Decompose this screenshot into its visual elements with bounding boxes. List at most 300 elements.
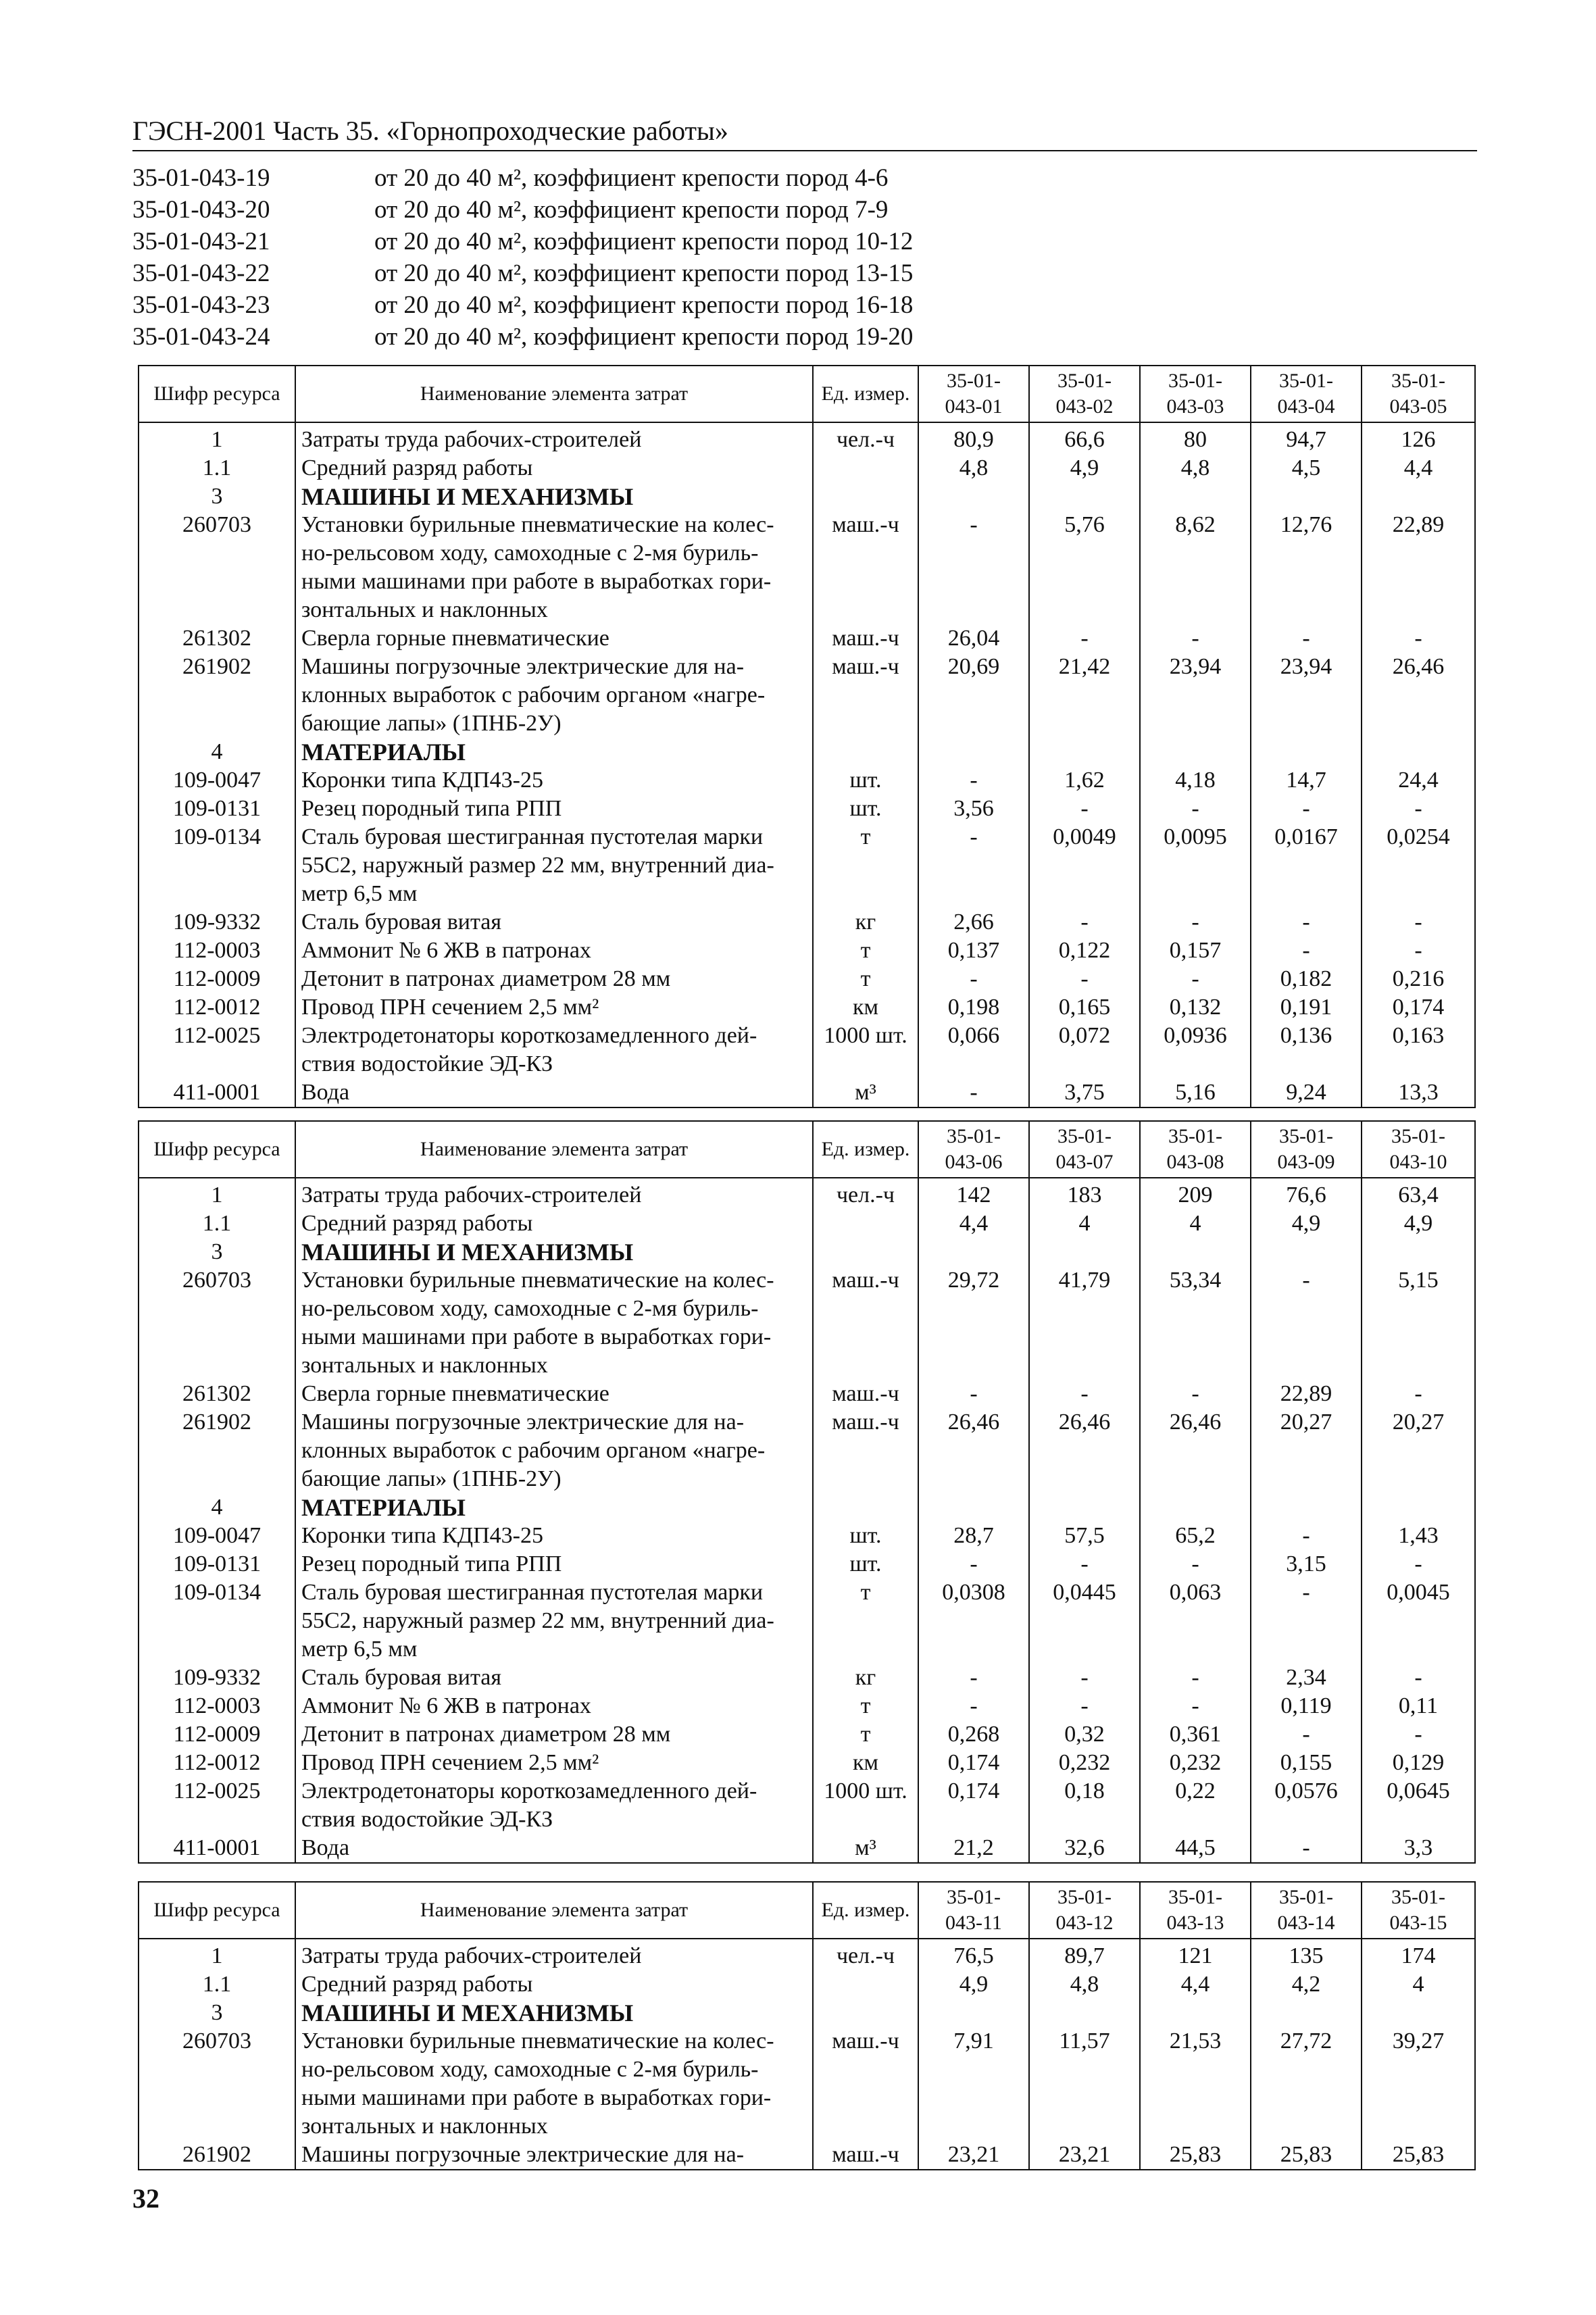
norm-value: - — [1140, 1664, 1251, 1692]
unit — [813, 738, 918, 766]
norm-code: 35-01-043-20 — [132, 196, 270, 224]
norm-value: 0,122 — [1029, 937, 1140, 965]
cost-element-name: Сверла горные пневматические — [295, 624, 813, 653]
resource-code: 261902 — [139, 653, 295, 738]
header-unit: Ед. измер. — [813, 1882, 918, 1939]
header-resource-code: Шифр ресурса — [139, 1121, 295, 1178]
norm-value: 0,129 — [1362, 1749, 1475, 1777]
unit: 1000 шт. — [813, 1777, 918, 1834]
norm-value: 183 — [1029, 1178, 1140, 1210]
norm-value — [1140, 1238, 1251, 1266]
resource-code: 112-0012 — [139, 993, 295, 1022]
resource-code: 109-0134 — [139, 1578, 295, 1664]
table-row — [139, 1692, 1475, 1720]
norm-value: 39,27 — [1362, 2027, 1475, 2141]
unit — [813, 1210, 918, 1238]
norm-value: 13,3 — [1362, 1078, 1475, 1107]
norm-value: 26,46 — [1362, 653, 1475, 738]
table-row — [139, 1238, 1475, 1266]
norm-value: 4,9 — [918, 1970, 1029, 1999]
norm-value — [1140, 738, 1251, 766]
header-norm-column: 35-01- 043-10 — [1362, 1121, 1475, 1178]
code-row — [132, 194, 913, 226]
norm-value: 24,4 — [1362, 766, 1475, 795]
unit: чел.-ч — [813, 1939, 918, 1970]
table-row — [139, 624, 1475, 653]
resource-code: 4 — [139, 738, 295, 766]
cost-element-name: Сталь буровая витая — [295, 908, 813, 937]
code-row — [132, 226, 913, 257]
table-row — [139, 738, 1475, 766]
resource-code: 109-0131 — [139, 1550, 295, 1578]
norm-value: 4,8 — [1029, 1970, 1140, 1999]
norm-code: 35-01-043-22 — [132, 259, 270, 287]
norm-value: 9,24 — [1251, 1078, 1362, 1107]
table-row — [139, 1380, 1475, 1408]
norm-value: 0,137 — [918, 937, 1029, 965]
cost-element-name: Резец породный типа РПП — [295, 1550, 813, 1578]
norm-value: 8,62 — [1140, 511, 1251, 624]
norm-value: 7,91 — [918, 2027, 1029, 2141]
table-row — [139, 1550, 1475, 1578]
norm-value — [918, 738, 1029, 766]
cost-element-name: Коронки типа КДП43-25 — [295, 1522, 813, 1550]
table-row — [139, 823, 1475, 908]
norm-value: 20,27 — [1251, 1408, 1362, 1493]
table-row — [139, 937, 1475, 965]
norm-value: 3,15 — [1251, 1550, 1362, 1578]
norm-value: 4,18 — [1140, 766, 1251, 795]
norm-value: 4,4 — [1140, 1970, 1251, 1999]
table-row — [139, 482, 1475, 511]
norm-value: 66,6 — [1029, 422, 1140, 454]
header-norm-column: 35-01- 043-06 — [918, 1121, 1029, 1178]
norm-value: 0,163 — [1362, 1022, 1475, 1078]
norm-value: - — [1140, 965, 1251, 993]
norm-value: 0,165 — [1029, 993, 1140, 1022]
norm-value: 0,232 — [1029, 1749, 1140, 1777]
norm-value — [1362, 738, 1475, 766]
norm-value: 23,21 — [918, 2141, 1029, 2170]
code-row — [132, 289, 913, 321]
norm-value: - — [1140, 1380, 1251, 1408]
cost-element-name: Затраты труда рабочих-строителей — [295, 1939, 813, 1970]
norm-value — [918, 1493, 1029, 1522]
norm-value: 41,79 — [1029, 1266, 1140, 1380]
norm-value: - — [1029, 908, 1140, 937]
norm-value: 89,7 — [1029, 1939, 1140, 1970]
cost-element-name: Провод ПРН сечением 2,5 мм² — [295, 993, 813, 1022]
norm-value: 63,4 — [1362, 1178, 1475, 1210]
resource-code: 261302 — [139, 1380, 295, 1408]
resource-code: 109-9332 — [139, 908, 295, 937]
resource-code: 411-0001 — [139, 1078, 295, 1107]
norm-value: 28,7 — [918, 1522, 1029, 1550]
norm-value — [1251, 482, 1362, 511]
norm-value: - — [918, 1692, 1029, 1720]
unit: т — [813, 1692, 918, 1720]
table-row — [139, 1078, 1475, 1107]
norm-value: - — [1362, 908, 1475, 937]
cost-element-name: Машины погрузочные электрические для на- клонных выработок с рабочим органом «нагре- бающие лапы» (1ПНБ-2У) — [295, 1408, 813, 1493]
unit: маш.-ч — [813, 1380, 918, 1408]
norm-value: - — [1362, 937, 1475, 965]
header-norm-column: 35-01- 043-05 — [1362, 366, 1475, 422]
code-list — [132, 162, 913, 353]
norm-value: 25,83 — [1251, 2141, 1362, 2170]
resource-table-3 — [138, 1881, 1476, 2170]
unit: т — [813, 823, 918, 908]
norm-value: 174 — [1362, 1939, 1475, 1970]
header-unit: Ед. измер. — [813, 366, 918, 422]
norm-value: 0,216 — [1362, 965, 1475, 993]
resource-code: 261902 — [139, 1408, 295, 1493]
table-row — [139, 1022, 1475, 1078]
norm-value: - — [918, 823, 1029, 908]
norm-value: 0,0167 — [1251, 823, 1362, 908]
norm-code: 35-01-043-19 — [132, 164, 270, 192]
norm-value: 0,22 — [1140, 1777, 1251, 1834]
norm-value: 0,11 — [1362, 1692, 1475, 1720]
norm-value: 0,155 — [1251, 1749, 1362, 1777]
norm-value: - — [1029, 624, 1140, 653]
unit: маш.-ч — [813, 511, 918, 624]
norm-value: - — [1029, 1692, 1140, 1720]
cost-element-name: Затраты труда рабочих-строителей — [295, 1178, 813, 1210]
norm-value: 20,69 — [918, 653, 1029, 738]
norm-value: 94,7 — [1251, 422, 1362, 454]
norm-value: 0,198 — [918, 993, 1029, 1022]
table-row — [139, 1493, 1475, 1522]
norm-value: 0,0254 — [1362, 823, 1475, 908]
norm-value: - — [918, 766, 1029, 795]
unit: км — [813, 1749, 918, 1777]
cost-element-name: Сталь буровая шестигранная пустотелая марки 55С2, наружный размер 22 мм, внутренний диа- метр 6,5 мм — [295, 1578, 813, 1664]
norm-value: 5,16 — [1140, 1078, 1251, 1107]
table-row — [139, 1578, 1475, 1664]
norm-value: - — [1362, 795, 1475, 823]
cost-element-name: Провод ПРН сечением 2,5 мм² — [295, 1749, 813, 1777]
cost-element-name: Сверла горные пневматические — [295, 1380, 813, 1408]
resource-table-1 — [138, 365, 1476, 1108]
header-cost-element: Наименование элемента затрат — [295, 1882, 813, 1939]
norm-value — [1362, 1238, 1475, 1266]
norm-value: 21,2 — [918, 1834, 1029, 1863]
norm-value: - — [1140, 795, 1251, 823]
norm-value: 4 — [1029, 1210, 1140, 1238]
resource-code: 109-0134 — [139, 823, 295, 908]
header-norm-column: 35-01- 043-07 — [1029, 1121, 1140, 1178]
norm-value: - — [918, 1550, 1029, 1578]
unit — [813, 1238, 918, 1266]
resource-code: 3 — [139, 1999, 295, 2027]
resource-code: 4 — [139, 1493, 295, 1522]
norm-value: 0,18 — [1029, 1777, 1140, 1834]
norm-value: 4,8 — [1140, 454, 1251, 482]
header-norm-column: 35-01- 043-11 — [918, 1882, 1029, 1939]
norm-value: 0,0095 — [1140, 823, 1251, 908]
norm-code: 35-01-043-24 — [132, 323, 270, 351]
unit: км — [813, 993, 918, 1022]
resource-code: 112-0012 — [139, 1749, 295, 1777]
norm-value — [1251, 1238, 1362, 1266]
resource-code: 260703 — [139, 511, 295, 624]
cost-element-name: Детонит в патронах диаметром 28 мм — [295, 1720, 813, 1749]
resource-code: 109-9332 — [139, 1664, 295, 1692]
norm-value: - — [1251, 908, 1362, 937]
code-row — [132, 162, 913, 194]
norm-value: - — [1140, 1692, 1251, 1720]
header-norm-column: 35-01- 043-12 — [1029, 1882, 1140, 1939]
code-row — [132, 321, 913, 353]
norm-value: 0,157 — [1140, 937, 1251, 965]
page-number: 32 — [132, 2183, 159, 2214]
norm-value: - — [1251, 937, 1362, 965]
norm-value: 0,132 — [1140, 993, 1251, 1022]
norm-value: 25,83 — [1140, 2141, 1251, 2170]
norm-value — [1251, 1493, 1362, 1522]
norm-value: 11,57 — [1029, 2027, 1140, 2141]
table-row — [139, 1749, 1475, 1777]
resource-code: 1 — [139, 422, 295, 454]
table-row — [139, 1999, 1475, 2027]
norm-value: 0,0308 — [918, 1578, 1029, 1664]
norm-value: 4,5 — [1251, 454, 1362, 482]
cost-element-name: Средний разряд работы — [295, 454, 813, 482]
norm-value: 0,361 — [1140, 1720, 1251, 1749]
norm-value: 0,232 — [1140, 1749, 1251, 1777]
table-row — [139, 1210, 1475, 1238]
norm-value: - — [1029, 1550, 1140, 1578]
unit: т — [813, 965, 918, 993]
cost-element-name: Коронки типа КДП43-25 — [295, 766, 813, 795]
cost-element-name: МАШИНЫ И МЕХАНИЗМЫ — [295, 1999, 813, 2027]
norm-value — [1029, 738, 1140, 766]
resource-table-2 — [138, 1120, 1476, 1864]
norm-value: 0,268 — [918, 1720, 1029, 1749]
norm-value — [1029, 482, 1140, 511]
resource-code: 112-0025 — [139, 1022, 295, 1078]
norm-value: - — [1029, 795, 1140, 823]
norm-value — [1140, 1999, 1251, 2027]
cost-element-name: Аммонит № 6 ЖВ в патронах — [295, 1692, 813, 1720]
norm-value — [918, 1999, 1029, 2027]
table-row — [139, 1970, 1475, 1999]
cost-element-name: Электродетонаторы короткозамедленного дей- ствия водостойкие ЭД-КЗ — [295, 1777, 813, 1834]
table-row — [139, 1664, 1475, 1692]
resource-code: 109-0047 — [139, 766, 295, 795]
norm-value: 4,9 — [1029, 454, 1140, 482]
norm-value: 57,5 — [1029, 1522, 1140, 1550]
table-row — [139, 653, 1475, 738]
norm-value: 2,34 — [1251, 1664, 1362, 1692]
norm-value: 0,0936 — [1140, 1022, 1251, 1078]
norm-value: 0,0049 — [1029, 823, 1140, 908]
norm-description: от 20 до 40 м², коэффициент крепости пород 4-6 — [374, 164, 889, 192]
norm-value: - — [918, 1078, 1029, 1107]
norm-value: 0,191 — [1251, 993, 1362, 1022]
norm-value: 1,62 — [1029, 766, 1140, 795]
norm-value: 27,72 — [1251, 2027, 1362, 2141]
cost-element-name: Вода — [295, 1834, 813, 1863]
header-resource-code: Шифр ресурса — [139, 1882, 295, 1939]
cost-element-name: МАШИНЫ И МЕХАНИЗМЫ — [295, 1238, 813, 1266]
norm-description: от 20 до 40 м², коэффициент крепости пород 13-15 — [374, 259, 914, 287]
resource-code: 261902 — [139, 2141, 295, 2170]
norm-value: 0,0045 — [1362, 1578, 1475, 1664]
norm-description: от 20 до 40 м², коэффициент крепости пород 16-18 — [374, 291, 914, 319]
norm-value: 76,6 — [1251, 1178, 1362, 1210]
unit — [813, 1999, 918, 2027]
norm-value: 80 — [1140, 422, 1251, 454]
cost-element-name: Резец породный типа РПП — [295, 795, 813, 823]
norm-value — [1140, 1493, 1251, 1522]
norm-value: 4,4 — [918, 1210, 1029, 1238]
norm-value: 4,8 — [918, 454, 1029, 482]
table-row — [139, 1777, 1475, 1834]
unit: м³ — [813, 1834, 918, 1863]
cost-element-name: МАШИНЫ И МЕХАНИЗМЫ — [295, 482, 813, 511]
unit: маш.-ч — [813, 1266, 918, 1380]
header-norm-column: 35-01- 043-04 — [1251, 366, 1362, 422]
norm-value: - — [1362, 1664, 1475, 1692]
header-norm-column: 35-01- 043-13 — [1140, 1882, 1251, 1939]
cost-element-name: Вода — [295, 1078, 813, 1107]
cost-element-name: Сталь буровая шестигранная пустотелая марки 55С2, наружный размер 22 мм, внутренний диа- метр 6,5 мм — [295, 823, 813, 908]
norm-value: - — [1362, 1380, 1475, 1408]
unit: т — [813, 1720, 918, 1749]
resource-code: 260703 — [139, 1266, 295, 1380]
header-norm-column: 35-01- 043-03 — [1140, 366, 1251, 422]
header-norm-column: 35-01- 043-15 — [1362, 1882, 1475, 1939]
norm-value: 80,9 — [918, 422, 1029, 454]
norm-value: 26,46 — [918, 1408, 1029, 1493]
norm-value: 53,34 — [1140, 1266, 1251, 1380]
table-row — [139, 2141, 1475, 2170]
unit: кг — [813, 1664, 918, 1692]
unit: шт. — [813, 1522, 918, 1550]
unit — [813, 454, 918, 482]
resource-code: 1 — [139, 1178, 295, 1210]
norm-value: 14,7 — [1251, 766, 1362, 795]
norm-value: 0,174 — [918, 1749, 1029, 1777]
norm-value: 65,2 — [1140, 1522, 1251, 1550]
norm-value: 0,063 — [1140, 1578, 1251, 1664]
norm-value: 23,21 — [1029, 2141, 1140, 2170]
norm-value: - — [1251, 1578, 1362, 1664]
norm-value: - — [1362, 1550, 1475, 1578]
norm-code: 35-01-043-21 — [132, 228, 270, 255]
norm-value: 22,89 — [1362, 511, 1475, 624]
norm-value: 3,3 — [1362, 1834, 1475, 1863]
norm-value: - — [1251, 1266, 1362, 1380]
resource-code: 109-0047 — [139, 1522, 295, 1550]
unit: 1000 шт. — [813, 1022, 918, 1078]
norm-value — [1140, 482, 1251, 511]
header-unit: Ед. измер. — [813, 1121, 918, 1178]
unit: шт. — [813, 1550, 918, 1578]
norm-value — [1362, 1999, 1475, 2027]
code-row — [132, 257, 913, 289]
cost-element-name: Установки бурильные пневматические на колес- но-рельсовом ходу, самоходные с 2-мя буриль- ными машинами при работе в выработках гори- зонтальных и наклонных — [295, 1266, 813, 1380]
norm-value: 0,136 — [1251, 1022, 1362, 1078]
norm-value: 23,94 — [1140, 653, 1251, 738]
unit: шт. — [813, 795, 918, 823]
table-row — [139, 993, 1475, 1022]
norm-value — [1251, 738, 1362, 766]
norm-value: 44,5 — [1140, 1834, 1251, 1863]
norm-value — [918, 1238, 1029, 1266]
norm-value: 135 — [1251, 1939, 1362, 1970]
resource-code: 3 — [139, 482, 295, 511]
resource-code: 112-0025 — [139, 1777, 295, 1834]
resource-code: 1.1 — [139, 454, 295, 482]
norm-value: 26,04 — [918, 624, 1029, 653]
norm-value: 0,0576 — [1251, 1777, 1362, 1834]
unit: шт. — [813, 766, 918, 795]
norm-value: 4 — [1140, 1210, 1251, 1238]
norm-value: 0,182 — [1251, 965, 1362, 993]
norm-value: - — [918, 1664, 1029, 1692]
unit — [813, 1970, 918, 1999]
unit: чел.-ч — [813, 422, 918, 454]
unit: маш.-ч — [813, 653, 918, 738]
resource-code: 109-0131 — [139, 795, 295, 823]
norm-value: - — [1029, 965, 1140, 993]
header-norm-column: 35-01- 043-09 — [1251, 1121, 1362, 1178]
norm-value: - — [1251, 1720, 1362, 1749]
norm-value: 0,0445 — [1029, 1578, 1140, 1664]
norm-value: - — [1029, 1664, 1140, 1692]
resource-code: 112-0003 — [139, 937, 295, 965]
norm-value: 21,53 — [1140, 2027, 1251, 2141]
norm-value — [1029, 1999, 1140, 2027]
norm-value: 209 — [1140, 1178, 1251, 1210]
norm-value — [1362, 482, 1475, 511]
cost-element-name: Средний разряд работы — [295, 1210, 813, 1238]
header-resource-code: Шифр ресурса — [139, 366, 295, 422]
norm-value: 0,119 — [1251, 1692, 1362, 1720]
unit: т — [813, 937, 918, 965]
unit: т — [813, 1578, 918, 1664]
norm-value: 32,6 — [1029, 1834, 1140, 1863]
table-row — [139, 511, 1475, 624]
table-row — [139, 1178, 1475, 1210]
norm-value: - — [1251, 795, 1362, 823]
norm-value: 12,76 — [1251, 511, 1362, 624]
norm-description: от 20 до 40 м², коэффициент крепости пород 10-12 — [374, 228, 914, 255]
table-row — [139, 908, 1475, 937]
cost-element-name: Детонит в патронах диаметром 28 мм — [295, 965, 813, 993]
cost-element-name: Установки бурильные пневматические на колес- но-рельсовом ходу, самоходные с 2-мя буриль- ными машинами при работе в выработках гори- зонтальных и наклонных — [295, 511, 813, 624]
norm-value: - — [1251, 624, 1362, 653]
table-row — [139, 1720, 1475, 1749]
norm-value: 4,9 — [1251, 1210, 1362, 1238]
norm-value: - — [1362, 624, 1475, 653]
norm-description: от 20 до 40 м², коэффициент крепости пород 7-9 — [374, 196, 889, 224]
norm-value: 4 — [1362, 1970, 1475, 1999]
cost-element-name: Машины погрузочные электрические для на- — [295, 2141, 813, 2170]
norm-value — [918, 482, 1029, 511]
cost-element-name: Машины погрузочные электрические для на- клонных выработок с рабочим органом «нагре- бающие лапы» (1ПНБ-2У) — [295, 653, 813, 738]
unit: м³ — [813, 1078, 918, 1107]
norm-value: - — [1029, 1380, 1140, 1408]
table-row — [139, 965, 1475, 993]
norm-value — [1251, 1999, 1362, 2027]
norm-value: 4,4 — [1362, 454, 1475, 482]
resource-code: 1 — [139, 1939, 295, 1970]
norm-value: 21,42 — [1029, 653, 1140, 738]
